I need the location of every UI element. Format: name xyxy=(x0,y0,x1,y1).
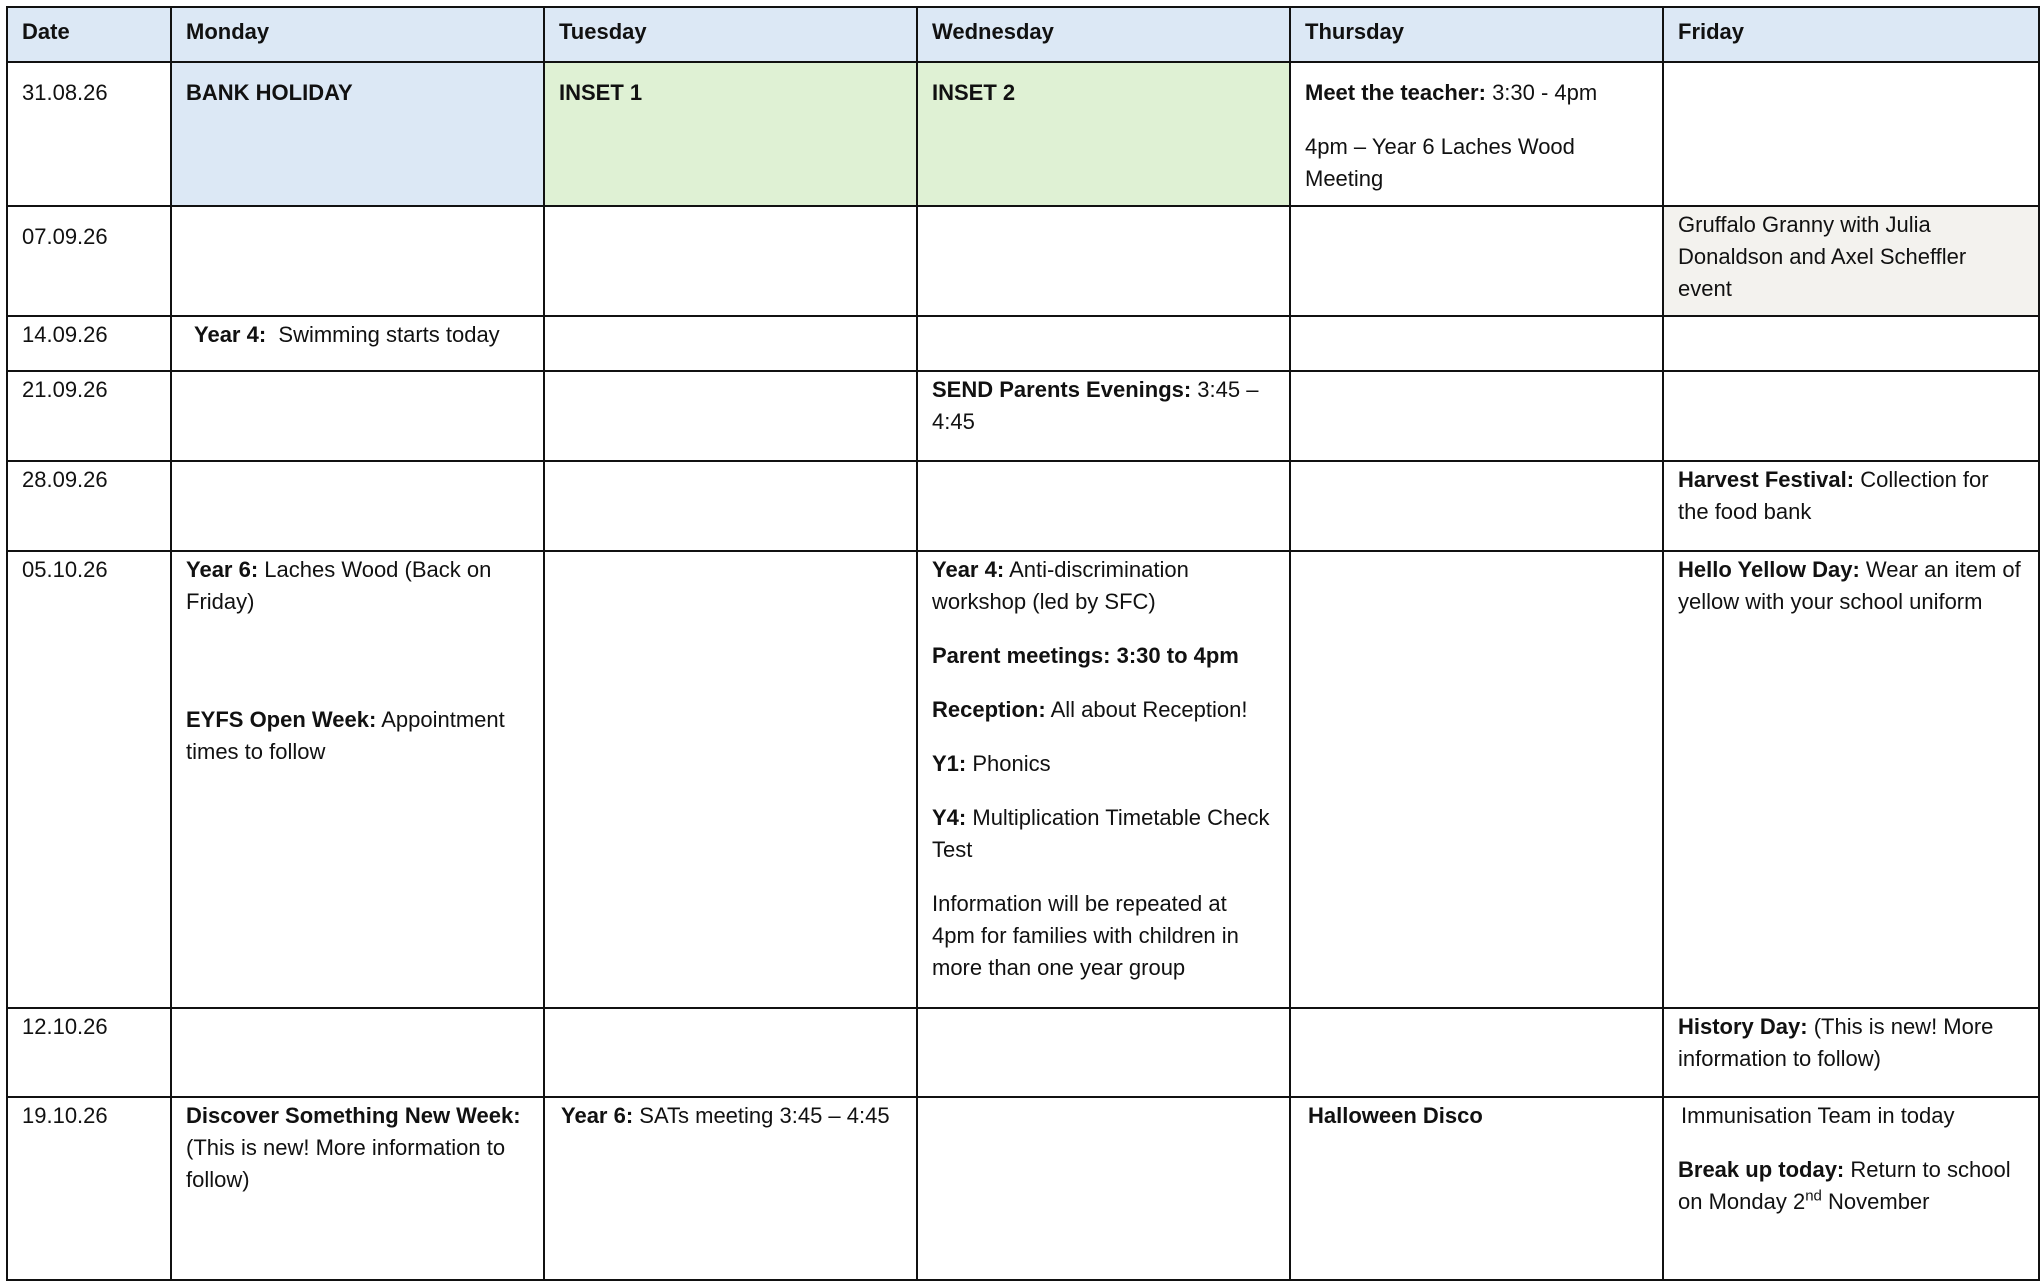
event-title: Break up today: xyxy=(1678,1157,1845,1182)
cell-wednesday xyxy=(917,1097,1290,1280)
inset-2-label: INSET 2 xyxy=(932,80,1016,105)
cell-tuesday xyxy=(544,316,917,371)
event-detail: (This is new! More information to follow) xyxy=(186,1135,506,1192)
school-calendar-table xyxy=(6,6,2040,1281)
header-date: Date xyxy=(7,7,171,62)
ordinal-suffix: nd xyxy=(1805,1187,1822,1205)
event-entry xyxy=(186,554,529,618)
inset-1-label: INSET 1 xyxy=(559,80,643,105)
cell-bank-holiday xyxy=(171,62,544,206)
week-row xyxy=(7,206,2039,316)
cell-monday xyxy=(171,461,544,551)
cell-thursday xyxy=(1290,316,1663,371)
event-detail: Laches Wood (Back on Friday) xyxy=(186,557,492,614)
week-date: 05.10.26 xyxy=(7,551,171,1008)
event-entry xyxy=(1305,77,1648,109)
event-title: Harvest Festival: xyxy=(1678,467,1855,492)
cell-monday xyxy=(171,371,544,461)
cell-inset-1 xyxy=(544,62,917,206)
cell-inset-2 xyxy=(917,62,1290,206)
week-row xyxy=(7,62,2039,206)
cell-wednesday xyxy=(917,461,1290,551)
cell-friday xyxy=(1663,62,2039,206)
event-title: EYFS Open Week: xyxy=(186,707,377,732)
week-date: 21.09.26 xyxy=(7,371,171,461)
cell-thursday xyxy=(1290,206,1663,316)
cell-monday xyxy=(171,1008,544,1097)
cell-friday xyxy=(1663,551,2039,1008)
week-date: 19.10.26 xyxy=(7,1097,171,1280)
event-entry xyxy=(932,694,1275,726)
event-entry: Immunisation Team in today xyxy=(1681,1103,1955,1128)
event-detail: November xyxy=(1821,1189,1930,1214)
cell-wednesday xyxy=(917,551,1290,1008)
week-row xyxy=(7,316,2039,371)
cell-thursday xyxy=(1290,62,1663,206)
event-title: Parent meetings: 3:30 to 4pm xyxy=(932,643,1239,668)
week-row xyxy=(7,551,2039,1008)
event-detail: Wear an item of yellow with your school uniform xyxy=(1678,557,2021,614)
event-detail: Phonics xyxy=(966,751,1051,776)
event-title: Y4: xyxy=(932,805,967,830)
event-entry: 4pm – Year 6 Laches Wood Meeting xyxy=(1305,134,1575,191)
cell-thursday xyxy=(1290,551,1663,1008)
cell-monday xyxy=(171,206,544,316)
event-detail: (This is new! More information to follow) xyxy=(1678,1014,1994,1071)
cell-thursday xyxy=(1290,1008,1663,1097)
week-date: 31.08.26 xyxy=(7,62,171,206)
header-thursday: Thursday xyxy=(1290,7,1663,62)
cell-friday xyxy=(1663,1008,2039,1097)
event-detail: 3:45 – 4:45 xyxy=(932,377,1259,434)
event-entry xyxy=(932,554,1275,618)
event-entry xyxy=(1678,1154,2024,1218)
event-detail: All about Reception! xyxy=(1045,697,1248,722)
event-detail: Gruffalo Granny with Julia Donaldson and Axel Scheffler event xyxy=(1678,212,1967,301)
event-title: SEND Parents Evenings: xyxy=(932,377,1192,402)
event-title: Year 6: xyxy=(561,1103,634,1128)
event-detail: Appointment times to follow xyxy=(186,707,505,764)
event-detail: Anti-discrimination workshop (led by SFC) xyxy=(932,557,1189,614)
cell-tuesday xyxy=(544,1097,917,1280)
cell-friday xyxy=(1663,1097,2039,1280)
event-detail: Swimming starts today xyxy=(266,322,500,347)
cell-thursday xyxy=(1290,1097,1663,1280)
cell-friday xyxy=(1663,461,2039,551)
cell-tuesday xyxy=(544,371,917,461)
event-title: Hello Yellow Day: xyxy=(1678,557,1860,582)
event-detail: Multiplication Timetable Check Test xyxy=(932,805,1270,862)
cell-tuesday xyxy=(544,1008,917,1097)
cell-wednesday xyxy=(917,206,1290,316)
event-title: Reception: xyxy=(932,697,1046,722)
event-title: Discover Something New Week: xyxy=(186,1103,521,1128)
week-row xyxy=(7,1097,2039,1280)
header-row xyxy=(7,7,2039,62)
cell-friday xyxy=(1663,206,2039,316)
event-entry: Information will be repeated at 4pm for families with children in more than one year group xyxy=(932,891,1239,980)
week-date: 12.10.26 xyxy=(7,1008,171,1097)
cell-friday xyxy=(1663,316,2039,371)
cell-thursday xyxy=(1290,371,1663,461)
week-row xyxy=(7,371,2039,461)
event-title: Year 6: xyxy=(186,557,259,582)
cell-wednesday xyxy=(917,371,1290,461)
event-detail: Collection for the food bank xyxy=(1678,467,1989,524)
cell-wednesday xyxy=(917,1008,1290,1097)
event-entry xyxy=(932,640,1275,672)
cell-thursday xyxy=(1290,461,1663,551)
cell-wednesday xyxy=(917,316,1290,371)
bank-holiday-label: BANK HOLIDAY xyxy=(186,80,353,105)
event-entry xyxy=(932,748,1275,780)
event-title: Year 4: xyxy=(932,557,1005,582)
event-entry xyxy=(932,802,1275,866)
event-title: Y1: xyxy=(932,751,967,776)
event-entry xyxy=(186,704,529,768)
event-detail: Return to school on Monday 2 xyxy=(1678,1157,2011,1214)
cell-monday xyxy=(171,316,544,371)
cell-tuesday xyxy=(544,461,917,551)
week-date: 28.09.26 xyxy=(7,461,171,551)
header-monday: Monday xyxy=(171,7,544,62)
event-title: Year 4: xyxy=(194,322,267,347)
cell-friday xyxy=(1663,371,2039,461)
header-wednesday: Wednesday xyxy=(917,7,1290,62)
cell-tuesday xyxy=(544,551,917,1008)
week-date: 07.09.26 xyxy=(7,206,171,316)
event-detail: 3:30 - 4pm xyxy=(1485,80,1598,105)
header-friday: Friday xyxy=(1663,7,2039,62)
week-row xyxy=(7,461,2039,551)
cell-monday xyxy=(171,551,544,1008)
week-row xyxy=(7,1008,2039,1097)
week-date: 14.09.26 xyxy=(7,316,171,371)
event-detail: SATs meeting 3:45 – 4:45 xyxy=(633,1103,890,1128)
event-title: Meet the teacher: xyxy=(1305,80,1486,105)
cell-tuesday xyxy=(544,206,917,316)
event-title: Halloween Disco xyxy=(1308,1103,1483,1128)
cell-monday xyxy=(171,1097,544,1280)
event-title: History Day: xyxy=(1678,1014,1808,1039)
header-tuesday: Tuesday xyxy=(544,7,917,62)
